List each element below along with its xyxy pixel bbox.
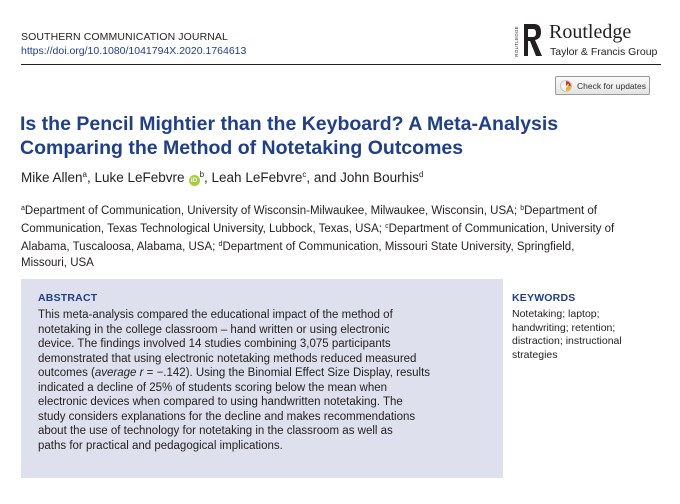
affiliation-text: Missouri, USA [21, 257, 94, 269]
author-separator: , [86, 170, 95, 185]
keywords-list [512, 308, 662, 363]
abstract-box [21, 279, 503, 478]
abstract-line: outcomes (average r = −.142). Using the Binomial Effect Size Display, results [38, 367, 431, 379]
abstract-line: paths for practical and pedagogical implications. [38, 439, 283, 452]
affiliation-marker: d [418, 170, 424, 179]
affiliation-marker: a [21, 205, 25, 212]
keywords-heading: KEYWORDS [512, 292, 576, 304]
abstract-line: indicated a decline of 25% of students scoring below the mean when [38, 381, 388, 394]
title-line: Is the Pencil Mightier than the Keyboard? A Meta-Analysis [20, 113, 559, 135]
affiliation-line [21, 201, 661, 219]
affiliation-text: Alabama, Tuscaloosa, Alabama, USA; [21, 241, 219, 253]
abstract-line: This meta-analysis compared the educational impact of the method of [38, 309, 393, 321]
author-name[interactable]: John Bourhis [340, 170, 419, 185]
affiliation-line [21, 237, 661, 255]
author-name[interactable]: Leah LeFebvre [211, 170, 303, 185]
paper-title [20, 112, 620, 160]
orcid-icon[interactable]: iD [189, 175, 200, 186]
affiliation-marker: c [385, 223, 389, 230]
affiliation-marker: b [520, 205, 525, 212]
crossmark-icon [560, 80, 572, 92]
abstract-body [38, 308, 486, 453]
affiliation-text: Department of Communication, Missouri State University, Springfield, [222, 241, 575, 253]
affiliation-text: Department of Communication, University of Wisconsin-Milwaukee, Milwaukee, Wisconsin, USA; [24, 205, 521, 217]
publisher-logo [512, 20, 662, 64]
keywords-line: distraction; instructional [512, 335, 622, 348]
affiliation-marker: c [302, 170, 307, 179]
author-name[interactable]: Mike Allen [21, 170, 83, 185]
affiliation-line [21, 255, 661, 271]
author-separator: , and [306, 170, 341, 185]
affiliation-text: Communication, Texas Technological University, Lubbock, Texas, USA; [21, 223, 386, 235]
affiliation-marker: b [199, 170, 205, 179]
abstract-line: about the use of technology for notetaking in the classroom as well as [38, 425, 393, 437]
title-line: Comparing the Method of Notetaking Outcomes [20, 137, 464, 159]
keywords-line: Notetaking; laptop; [512, 308, 600, 320]
affiliation-marker: a [82, 170, 87, 179]
publisher-side-text: ROUTLEDGE [514, 26, 519, 57]
abstract-line: device. The findings involved 14 studies combining 3,075 participants [38, 338, 391, 350]
author-name[interactable]: Luke LeFebvre [94, 170, 185, 185]
check-for-updates-label: Check for updates [577, 80, 646, 91]
author-separator: , [204, 170, 212, 185]
check-for-updates-button[interactable] [555, 76, 650, 95]
affiliation-marker: d [218, 241, 223, 248]
journal-name: SOUTHERN COMMUNICATION JOURNAL [21, 31, 228, 43]
header-divider [21, 64, 661, 65]
author-list [21, 170, 423, 186]
affiliation-text: Department of Communication, University of [388, 223, 615, 235]
abstract-line: notetaking in the college classroom – hand written or using electronic [38, 323, 390, 336]
affiliation-line [21, 219, 661, 237]
keywords-line: strategies [512, 349, 558, 362]
affiliations [21, 201, 661, 271]
keywords-line: handwriting; retention; [512, 321, 616, 334]
abstract-line: electronic devices when compared to using handwritten notetaking. The [38, 396, 403, 408]
affiliation-text: Department of [524, 205, 597, 217]
abstract-line: demonstrated that using electronic notetaking methods reduced measured [38, 352, 417, 365]
publisher-subtitle: Taylor & Francis Group [550, 46, 658, 58]
publisher-name: Routledge [549, 21, 632, 43]
abstract-line: study considers explanations for the decline and makes recommendations [38, 410, 416, 423]
doi-link[interactable]: https://doi.org/10.1080/1041794X.2020.1764613 [21, 45, 247, 57]
abstract-heading: ABSTRACT [38, 292, 98, 304]
